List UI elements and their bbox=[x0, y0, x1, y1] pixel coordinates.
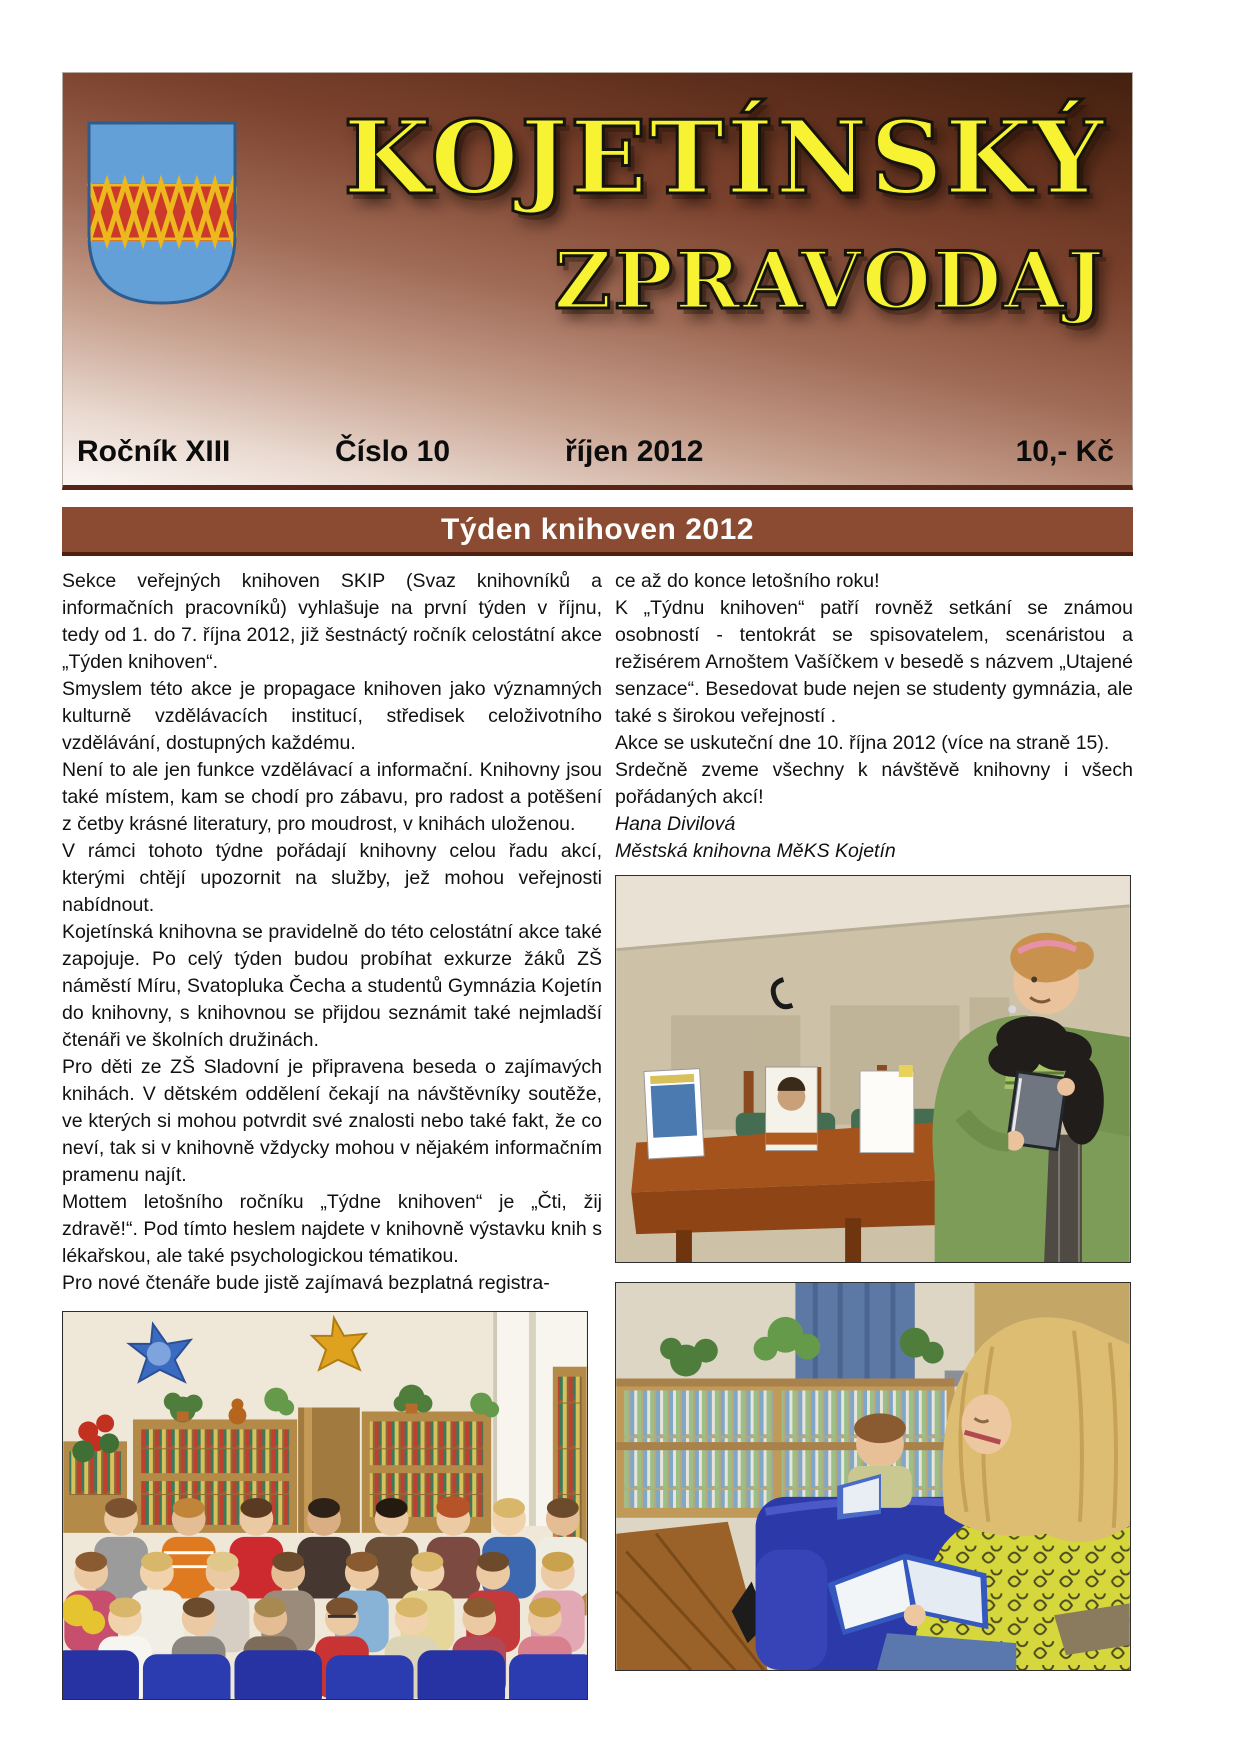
issue-meta-row bbox=[63, 435, 1132, 473]
paragraph: Mottem letošního ročníku „Týdne knihoven“ je „Čti, žij zdravě!“. Pod tímto heslem najdete v knihovně výstavku knih s lékařskou, ale také psychologickou tématikou. bbox=[62, 1191, 602, 1267]
masthead bbox=[62, 72, 1133, 490]
photo-girl-reading bbox=[615, 1282, 1131, 1671]
masthead-title-line2: ZPRAVODAJ bbox=[553, 234, 1106, 327]
author-organization: Městská knihovna MěKS Kojetín bbox=[615, 840, 896, 862]
paragraph: Akce se uskuteční dne 10. října 2012 (více na straně 15). bbox=[615, 732, 1110, 754]
paragraph: Není to ale jen funkce vzdělávací a informační. Knihovny jsou také místem, kam se chodí pro zábavu, pro radost a potěšení z četby krásné literatury, pro moudrost, v knihách uloženou. bbox=[62, 759, 602, 835]
article-title-banner: Týden knihoven 2012 bbox=[62, 507, 1133, 556]
kojetin-coat-of-arms-icon bbox=[87, 121, 237, 305]
photo-librarian-presentation bbox=[615, 875, 1131, 1263]
issue-label: Číslo 10 bbox=[335, 435, 451, 468]
paragraph: K „Týdnu knihoven“ patří rovněž setkání se známou osobností - tentokrát se spisovatelem, scenáristou a režisérem Arnoštem Vašíčkem v besedě s názvem „Utajené senzace“. Besedovat bude nejen se studenty gymnázia, ale také s širokou veřejností . bbox=[615, 597, 1133, 727]
paragraph: V rámci tohoto týdne pořádají knihovny celou řadu akcí, kterými chtějí upozornit na služby, jež mohou veřejnosti nabídnout. bbox=[62, 840, 602, 916]
article-column-left bbox=[62, 568, 602, 1700]
paragraph: Kojetínská knihovna se pravidelně do této celostátní akce také zapojuje. Po celý týden budou probíhat exkurze žáků ZŠ náměstí Míru, Svatopluka Čecha a studentů Gymnázia Kojetín do knihovny, s knihovnou se přijdou seznámit také nejmladší čtenáři ve školních družinách. bbox=[62, 921, 602, 1051]
photo-children-group-library bbox=[62, 1311, 588, 1700]
paragraph: Srdečně zveme všechny k návštěvě knihovny i všech pořádaných akcí! bbox=[615, 759, 1133, 808]
price-label: 10,- Kč bbox=[1015, 435, 1114, 468]
paragraph: Pro děti ze ZŠ Sladovní je připravena beseda o zajímavých knihách. V dětském oddělení čekají na návštěvníky soutěže, ve kterých si mohou potvrdit své znalosti nebo také fakt, že co neví, tak si v knihovně vždycky mohou v nějakém informačním pramenu najít. bbox=[62, 1056, 602, 1186]
paragraph: Sekce veřejných knihoven SKIP (Svaz knihovníků a informačních pracovníků) vyhlašuje na první týden v říjnu, tedy od 1. do 7. října 2012, již šestnáctý ročník celostátní akce „Týden knihoven“. bbox=[62, 570, 602, 673]
masthead-title-line1: KOJETÍNSKÝ bbox=[343, 98, 1106, 217]
book-displays bbox=[644, 1065, 914, 1159]
newsletter-page bbox=[62, 72, 1133, 1700]
paragraph: Pro nové čtenáře bude jistě zajímavá bezplatná registra- bbox=[62, 1272, 550, 1294]
volume-label: Ročník XIII bbox=[77, 435, 231, 468]
author-signature: Hana Divilová bbox=[615, 813, 736, 835]
paragraph: ce až do konce letošního roku! bbox=[615, 570, 880, 592]
article-body bbox=[62, 568, 1133, 1700]
article-column-right bbox=[615, 568, 1133, 1700]
paragraph: Smyslem této akce je propagace knihoven jako významných kulturně vzdělávacích institucí, středisek celoživotního vzdělávání, dostupných každému. bbox=[62, 678, 602, 754]
date-label: říjen 2012 bbox=[565, 435, 704, 468]
